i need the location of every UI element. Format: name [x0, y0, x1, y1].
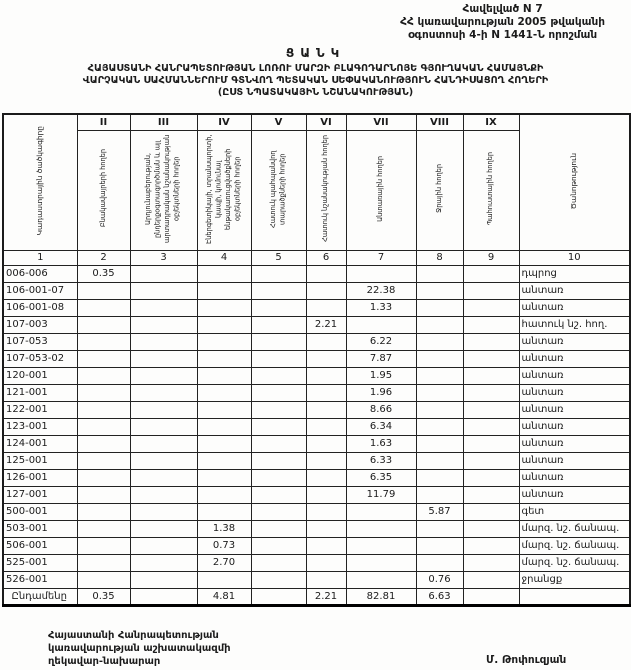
cadastral-code-cell: 506-001	[3, 537, 77, 554]
area-value-cell	[251, 316, 306, 333]
cadastral-code-cell: 525-001	[3, 554, 77, 571]
header-remark	[519, 114, 630, 250]
area-value-cell: 6.33	[346, 452, 416, 469]
remark-cell: մարզ. նշ. ճանապ.	[519, 554, 630, 571]
area-value-cell	[77, 316, 130, 333]
area-value-cell	[416, 384, 463, 401]
table-row	[3, 350, 630, 367]
header-protected-lands: Հատուկ պահպանվող տարածքների հողեր	[251, 130, 306, 250]
area-value-cell	[77, 503, 130, 520]
area-value-cell	[251, 452, 306, 469]
area-value-cell	[77, 333, 130, 350]
area-value-cell	[306, 401, 346, 418]
area-value-cell	[416, 469, 463, 486]
area-value-cell	[463, 367, 519, 384]
area-value-cell	[77, 554, 130, 571]
area-value-cell	[197, 486, 251, 503]
area-value-cell	[77, 469, 130, 486]
area-value-cell	[197, 384, 251, 401]
column-number-5: 5	[251, 250, 306, 265]
area-value-cell	[463, 418, 519, 435]
area-value-cell	[197, 367, 251, 384]
area-value-cell	[130, 537, 197, 554]
remark-cell: անտառ	[519, 469, 630, 486]
area-value-cell	[463, 588, 519, 605]
area-value-cell	[463, 265, 519, 282]
area-value-cell	[463, 350, 519, 367]
table-row	[3, 299, 630, 316]
cadastral-code-cell: 123-001	[3, 418, 77, 435]
table-row	[3, 435, 630, 452]
area-value-cell	[77, 418, 130, 435]
table-row	[3, 469, 630, 486]
roman-V: V	[251, 114, 306, 130]
remark-cell: մարզ. նշ. ճանապ.	[519, 520, 630, 537]
remark-cell: անտառ	[519, 435, 630, 452]
area-value-cell: 6.35	[346, 469, 416, 486]
column-number-8: 8	[416, 250, 463, 265]
area-value-cell	[416, 435, 463, 452]
header-settlement-lands: Բնակավայրերի հողեր	[77, 130, 130, 250]
table-row	[3, 554, 630, 571]
area-value-cell	[251, 588, 306, 605]
area-value-cell	[251, 282, 306, 299]
remark-cell: գետ	[519, 503, 630, 520]
area-value-cell	[77, 537, 130, 554]
area-value-cell	[251, 435, 306, 452]
column-number-10: 10	[519, 250, 630, 265]
column-number-7: 7	[346, 250, 416, 265]
table-row	[3, 367, 630, 384]
area-value-cell	[463, 520, 519, 537]
area-value-cell	[197, 452, 251, 469]
area-value-cell	[77, 282, 130, 299]
area-value-cell	[306, 384, 346, 401]
area-value-cell: 1.38	[197, 520, 251, 537]
area-value-cell	[463, 571, 519, 588]
column-number-9: 9	[463, 250, 519, 265]
table-row	[3, 503, 630, 520]
area-value-cell	[130, 571, 197, 588]
roman-numeral-row	[3, 114, 630, 130]
appendix-line-1: Հավելված N 7	[462, 3, 543, 15]
area-value-cell	[416, 401, 463, 418]
header-cadastral-code	[3, 114, 77, 250]
area-value-cell	[306, 435, 346, 452]
cadastral-code-cell: 107-053-02	[3, 350, 77, 367]
roman-III: III	[130, 114, 197, 130]
area-value-cell: 0.76	[416, 571, 463, 588]
area-value-cell	[463, 316, 519, 333]
area-value-cell: 0.35	[77, 265, 130, 282]
appendix-line-3: օգոստոսի 4-ի N 1441-Ն որոշման	[408, 28, 598, 41]
area-value-cell	[130, 265, 197, 282]
area-value-cell: 1.95	[346, 367, 416, 384]
area-value-cell	[251, 537, 306, 554]
area-value-cell	[251, 333, 306, 350]
cadastral-code-cell: 500-001	[3, 503, 77, 520]
area-value-cell	[77, 384, 130, 401]
roman-VI: VI	[306, 114, 346, 130]
area-value-cell	[463, 435, 519, 452]
area-value-cell	[197, 299, 251, 316]
area-value-cell	[77, 571, 130, 588]
header-water-lands: Ջրային հողեր	[416, 130, 463, 250]
area-value-cell	[77, 299, 130, 316]
column-number-1: 1	[3, 250, 77, 265]
footer-line-1: Հայաստանի Հանրապետության	[48, 630, 219, 641]
area-value-cell	[251, 384, 306, 401]
cadastral-code-cell: 122-001	[3, 401, 77, 418]
area-value-cell	[306, 333, 346, 350]
area-value-cell	[306, 367, 346, 384]
area-value-cell	[306, 503, 346, 520]
area-value-cell	[416, 537, 463, 554]
area-value-cell	[463, 384, 519, 401]
area-value-cell	[251, 571, 306, 588]
area-value-cell: 11.79	[346, 486, 416, 503]
area-value-cell	[77, 401, 130, 418]
roman-IX: IX	[463, 114, 519, 130]
area-value-cell	[416, 367, 463, 384]
total-label-cell: Ընդամենը	[3, 588, 77, 605]
cadastral-code-cell: 126-001	[3, 469, 77, 486]
area-value-cell: 6.22	[346, 333, 416, 350]
area-value-cell	[130, 401, 197, 418]
area-value-cell	[306, 469, 346, 486]
area-value-cell: 1.33	[346, 299, 416, 316]
cadastral-code-cell: 124-001	[3, 435, 77, 452]
area-value-cell	[251, 469, 306, 486]
remark-cell: անտառ	[519, 452, 630, 469]
area-value-cell	[463, 503, 519, 520]
area-value-cell: 0.35	[77, 588, 130, 605]
area-value-cell	[346, 265, 416, 282]
remark-cell: անտառ	[519, 350, 630, 367]
footer-line-3: ղեկավար-նախարար	[48, 656, 161, 667]
area-value-cell	[130, 367, 197, 384]
cadastral-code-cell: 006-006	[3, 265, 77, 282]
area-value-cell	[130, 316, 197, 333]
area-value-cell: 4.81	[197, 588, 251, 605]
area-value-cell	[197, 401, 251, 418]
roman-IV: IV	[197, 114, 251, 130]
header-forest-lands: Անտառային հողեր	[346, 130, 416, 250]
area-value-cell	[346, 537, 416, 554]
area-value-cell	[130, 333, 197, 350]
area-value-cell	[416, 299, 463, 316]
area-value-cell	[130, 588, 197, 605]
roman-VIII: VIII	[416, 114, 463, 130]
cadastral-code-cell: 526-001	[3, 571, 77, 588]
cadastral-code-cell: 125-001	[3, 452, 77, 469]
column-number-2: 2	[77, 250, 130, 265]
area-value-cell	[306, 265, 346, 282]
area-value-cell	[77, 350, 130, 367]
area-value-cell	[130, 503, 197, 520]
area-value-cell	[463, 299, 519, 316]
area-value-cell	[416, 282, 463, 299]
area-value-cell	[463, 469, 519, 486]
area-value-cell	[306, 537, 346, 554]
total-row	[3, 588, 630, 605]
area-value-cell: 1.96	[346, 384, 416, 401]
header-cadastral-code-label: Կադաստրային ծածկագիրը	[34, 126, 44, 236]
area-value-cell	[346, 503, 416, 520]
area-value-cell	[130, 435, 197, 452]
cadastral-code-cell: 127-001	[3, 486, 77, 503]
area-value-cell	[416, 265, 463, 282]
remark-cell: հատուկ նշ. հող.	[519, 316, 630, 333]
area-value-cell	[463, 554, 519, 571]
area-value-cell	[251, 503, 306, 520]
area-value-cell: 0.73	[197, 537, 251, 554]
area-value-cell	[251, 554, 306, 571]
area-value-cell	[130, 350, 197, 367]
area-value-cell	[130, 486, 197, 503]
area-value-cell: 7.87	[346, 350, 416, 367]
area-value-cell	[306, 299, 346, 316]
area-value-cell	[306, 571, 346, 588]
area-value-cell: 8.66	[346, 401, 416, 418]
area-value-cell	[463, 333, 519, 350]
area-value-cell	[306, 554, 346, 571]
header-infrastructure-lands: Էներգետիկայի, տրանսպորտի, կապի, կոմունալ ենթակառուցվածքների օբյեկտների հողեր	[197, 130, 251, 250]
area-value-cell	[463, 401, 519, 418]
area-value-cell	[197, 503, 251, 520]
column-number-4: 4	[197, 250, 251, 265]
area-value-cell	[197, 435, 251, 452]
area-value-cell	[197, 265, 251, 282]
area-value-cell	[251, 367, 306, 384]
area-value-cell: 5.87	[416, 503, 463, 520]
table-row	[3, 316, 630, 333]
header-reserve-lands: Պահուստային հողեր	[463, 130, 519, 250]
remark-cell: անտառ	[519, 333, 630, 350]
area-value-cell	[130, 384, 197, 401]
area-value-cell	[77, 435, 130, 452]
land-categories-table	[2, 113, 631, 607]
area-value-cell	[197, 282, 251, 299]
area-value-cell	[306, 520, 346, 537]
area-value-cell	[463, 282, 519, 299]
area-value-cell: 6.63	[416, 588, 463, 605]
table-row	[3, 452, 630, 469]
remark-cell: անտառ	[519, 486, 630, 503]
roman-VII: VII	[346, 114, 416, 130]
title-line-1: ՀԱՅԱՍՏԱՆԻ ՀԱՆՐԱՊԵՏՈՒԹՅԱՆ ԼՈՌՈՒ ՄԱՐԶԻ ԲԼԱԳՈԴԱՐՆՈՅԵ ԳՅՈՒՂԱԿԱՆ ՀԱՄԱՅՆՔԻ	[87, 63, 544, 74]
area-value-cell	[416, 486, 463, 503]
header-special-lands: Հատուկ նշանակության հողեր	[306, 130, 346, 250]
table-row	[3, 486, 630, 503]
area-value-cell	[416, 452, 463, 469]
cadastral-code-cell: 503-001	[3, 520, 77, 537]
cadastral-code-cell: 120-001	[3, 367, 77, 384]
area-value-cell	[130, 469, 197, 486]
table-row	[3, 282, 630, 299]
area-value-cell	[251, 401, 306, 418]
area-value-cell	[197, 316, 251, 333]
remark-cell	[519, 588, 630, 605]
area-value-cell: 22.38	[346, 282, 416, 299]
area-value-cell	[77, 367, 130, 384]
cadastral-code-cell: 106-001-07	[3, 282, 77, 299]
table-row	[3, 333, 630, 350]
title-line-3: (ԸՍՏ ՆՊԱՏԱԿԱՅԻՆ ՆՇԱՆԱԿՈՒԹՅԱՆ)	[217, 87, 414, 99]
area-value-cell	[251, 299, 306, 316]
area-value-cell	[306, 486, 346, 503]
header-remark-label: Ծանոթություն	[568, 152, 578, 209]
area-value-cell	[306, 282, 346, 299]
area-value-cell	[130, 452, 197, 469]
area-value-cell	[130, 554, 197, 571]
table-row	[3, 265, 630, 282]
table-row	[3, 418, 630, 435]
area-value-cell	[251, 486, 306, 503]
roman-II: II	[77, 114, 130, 130]
remark-cell: անտառ	[519, 367, 630, 384]
area-value-cell	[130, 282, 197, 299]
area-value-cell	[306, 350, 346, 367]
area-value-cell	[346, 571, 416, 588]
area-value-cell: 1.63	[346, 435, 416, 452]
area-value-cell	[251, 265, 306, 282]
area-value-cell: 2.70	[197, 554, 251, 571]
area-value-cell	[130, 520, 197, 537]
area-value-cell	[346, 520, 416, 537]
area-value-cell	[130, 418, 197, 435]
area-value-cell	[346, 554, 416, 571]
remark-cell: դպրոց	[519, 265, 630, 282]
signature-name: Մ. Թոփուզյան	[486, 654, 567, 666]
remark-cell: ջրանցք	[519, 571, 630, 588]
area-value-cell	[251, 520, 306, 537]
table-row	[3, 537, 630, 554]
table-row	[3, 520, 630, 537]
area-value-cell	[416, 520, 463, 537]
area-value-cell	[463, 537, 519, 554]
area-value-cell: 2.21	[306, 588, 346, 605]
table-row	[3, 401, 630, 418]
area-value-cell	[77, 486, 130, 503]
column-number-3: 3	[130, 250, 197, 265]
area-value-cell	[416, 350, 463, 367]
area-value-cell: 6.34	[346, 418, 416, 435]
area-value-cell	[346, 316, 416, 333]
area-value-cell: 2.21	[306, 316, 346, 333]
area-value-cell	[251, 418, 306, 435]
cadastral-code-cell: 107-003	[3, 316, 77, 333]
remark-cell: մարզ. նշ. ճանապ.	[519, 537, 630, 554]
appendix-reference	[400, 3, 605, 41]
column-number-row	[3, 250, 630, 265]
remark-cell: անտառ	[519, 282, 630, 299]
area-value-cell	[130, 299, 197, 316]
document-title	[0, 46, 631, 100]
cadastral-code-cell: 106-001-08	[3, 299, 77, 316]
area-value-cell	[416, 316, 463, 333]
remark-cell: անտառ	[519, 401, 630, 418]
header-industrial-lands: Արդյունաբերության, ընդերքօգտագործման և այլ արտադրական նշանակության օբյեկտների հողեր	[130, 130, 197, 250]
area-value-cell	[197, 571, 251, 588]
area-value-cell	[306, 452, 346, 469]
cadastral-code-cell: 121-001	[3, 384, 77, 401]
cadastral-code-cell: 107-053	[3, 333, 77, 350]
appendix-line-2: ՀՀ կառավարության 2005 թվականի	[400, 15, 605, 28]
area-value-cell	[463, 452, 519, 469]
area-value-cell	[197, 418, 251, 435]
remark-cell: անտառ	[519, 418, 630, 435]
area-value-cell	[197, 333, 251, 350]
title-line-2: ՎԱՐՉԱԿԱՆ ՍԱՀՄԱՆՆԵՐՈՒՄ ԳՏՆՎՈՂ ՊԵՏԱԿԱՆ ՍԵՓԱԿԱՆՈՒԹՅՈՒՆ ՀԱՆԴԻՍԱՑՈՂ ՀՈՂԵՐԻ	[82, 75, 549, 87]
area-value-cell	[306, 418, 346, 435]
remark-cell: անտառ	[519, 384, 630, 401]
area-value-cell	[77, 520, 130, 537]
table-row	[3, 384, 630, 401]
footer-line-2: կառավարության աշխատակազմի	[48, 643, 231, 654]
remark-cell: անտառ	[519, 299, 630, 316]
area-value-cell	[416, 333, 463, 350]
title-heading: ՑԱՆԿ	[285, 46, 346, 60]
area-value-cell	[77, 452, 130, 469]
column-number-6: 6	[306, 250, 346, 265]
area-value-cell	[197, 469, 251, 486]
area-value-cell: 82.81	[346, 588, 416, 605]
area-value-cell	[463, 486, 519, 503]
area-value-cell	[197, 350, 251, 367]
area-value-cell	[416, 418, 463, 435]
table-row	[3, 571, 630, 588]
footer-signatory-title	[48, 629, 231, 668]
area-value-cell	[416, 554, 463, 571]
area-value-cell	[251, 350, 306, 367]
